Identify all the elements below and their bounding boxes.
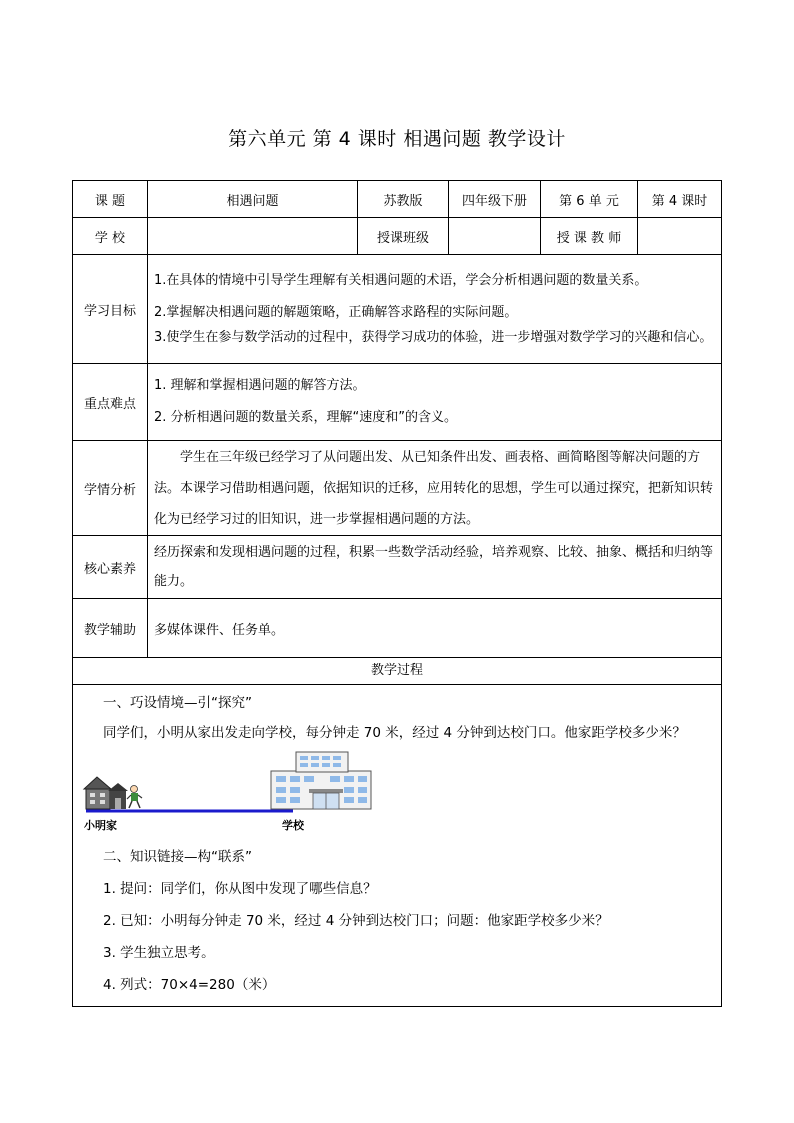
teacher-label: 授 课 教 师 [541, 218, 638, 255]
info-row-school [73, 218, 722, 255]
school-label: 学 校 [73, 218, 148, 255]
goal-item: 2.掌握解决相遇问题的解题策略，正确解答求路程的实际问题。 [154, 304, 518, 320]
section1-title: 一、巧设情境—引“探究” [103, 695, 252, 711]
goals-row [73, 255, 722, 364]
class-value [449, 218, 541, 255]
teacher-value [638, 218, 722, 255]
aids-row [73, 599, 722, 658]
publisher-value: 苏教版 [358, 181, 449, 218]
literacy-row [73, 536, 722, 599]
section2-title: 二、知识链接—构“联系” [103, 849, 252, 865]
goals-label: 学习目标 [73, 255, 148, 364]
keypoints-label: 重点难点 [73, 364, 148, 441]
analysis-row [73, 441, 722, 536]
literacy-label: 核心素养 [73, 536, 148, 599]
grade-value: 四年级下册 [449, 181, 541, 218]
step-item: 3. 学生独立思考。 [103, 945, 215, 961]
topic-value: 相遇问题 [148, 181, 358, 218]
house-icon [84, 777, 128, 809]
home-label: 小明家 [84, 819, 117, 832]
school-building-icon [271, 752, 371, 809]
analysis-label: 学情分析 [73, 441, 148, 536]
analysis-content [148, 441, 722, 536]
goal-item: 3.使学生在参与数学活动的过程中，获得学习成功的体验，进一步增强对数学学习的兴趣和信心。 [154, 329, 713, 345]
route-illustration [81, 749, 713, 841]
school-label: 学校 [282, 819, 304, 832]
step-item: 4. 列式：70×4=280（米） [103, 977, 276, 993]
literacy-content [148, 536, 722, 599]
literacy-text: 经历探索和发现相遇问题的过程，积累一些数学活动经验，培养观察、比较、抽象、概括和归纳等能力。 [154, 545, 714, 589]
step-item: 2. 已知：小明每分钟走 70 米，经过 4 分钟到达校门口；问题：他家距学校多少米？ [103, 913, 609, 929]
goals-content [148, 255, 722, 364]
process-row [73, 658, 722, 1007]
process-header: 教学过程 [73, 658, 721, 685]
goal-item: 1.在具体的情境中引导学生理解有关相遇问题的术语，学会分析相遇问题的数量关系。 [154, 272, 648, 288]
info-row-topic [73, 181, 722, 218]
route-figure [81, 749, 381, 841]
topic-label: 课 题 [73, 181, 148, 218]
aids-label: 教学辅助 [73, 599, 148, 658]
keypoints-content [148, 364, 722, 441]
keypoint-item: 2. 分析相遇问题的数量关系，理解“速度和”的含义。 [154, 410, 458, 425]
analysis-text: 学生在三年级已经学习了从问题出发、从已知条件出发、画表格、画简略图等解决问题的方法。本课学习借助相遇问题，依据知识的迁移，应用转化的思想，学生可以通过探究，把新知识转化为已经学习过的旧知识，进一步掌握相遇问题的方法。 [154, 449, 714, 527]
keypoints-row [73, 364, 722, 441]
school-value [148, 218, 358, 255]
lesson-plan-table [72, 180, 722, 1007]
boy-icon [127, 786, 142, 809]
page-title: 第六单元 第 4 课时 相遇问题 教学设计 [228, 128, 566, 150]
keypoint-item: 1. 理解和掌握相遇问题的解答方法。 [154, 378, 366, 393]
class-label: 授课班级 [358, 218, 449, 255]
process-body [73, 685, 721, 1001]
section1-question: 同学们，小明从家出发走向学校，每分钟走 70 米，经过 4 分钟到达校门口。他家距学校多少米？ [103, 725, 686, 741]
unit-value: 第 6 单 元 [541, 181, 638, 218]
step-item: 1. 提问：同学们，你从图中发现了哪些信息？ [103, 881, 377, 897]
lesson-value: 第 4 课时 [638, 181, 722, 218]
process-cell [73, 658, 722, 1007]
aids-content: 多媒体课件、任务单。 [148, 599, 722, 658]
